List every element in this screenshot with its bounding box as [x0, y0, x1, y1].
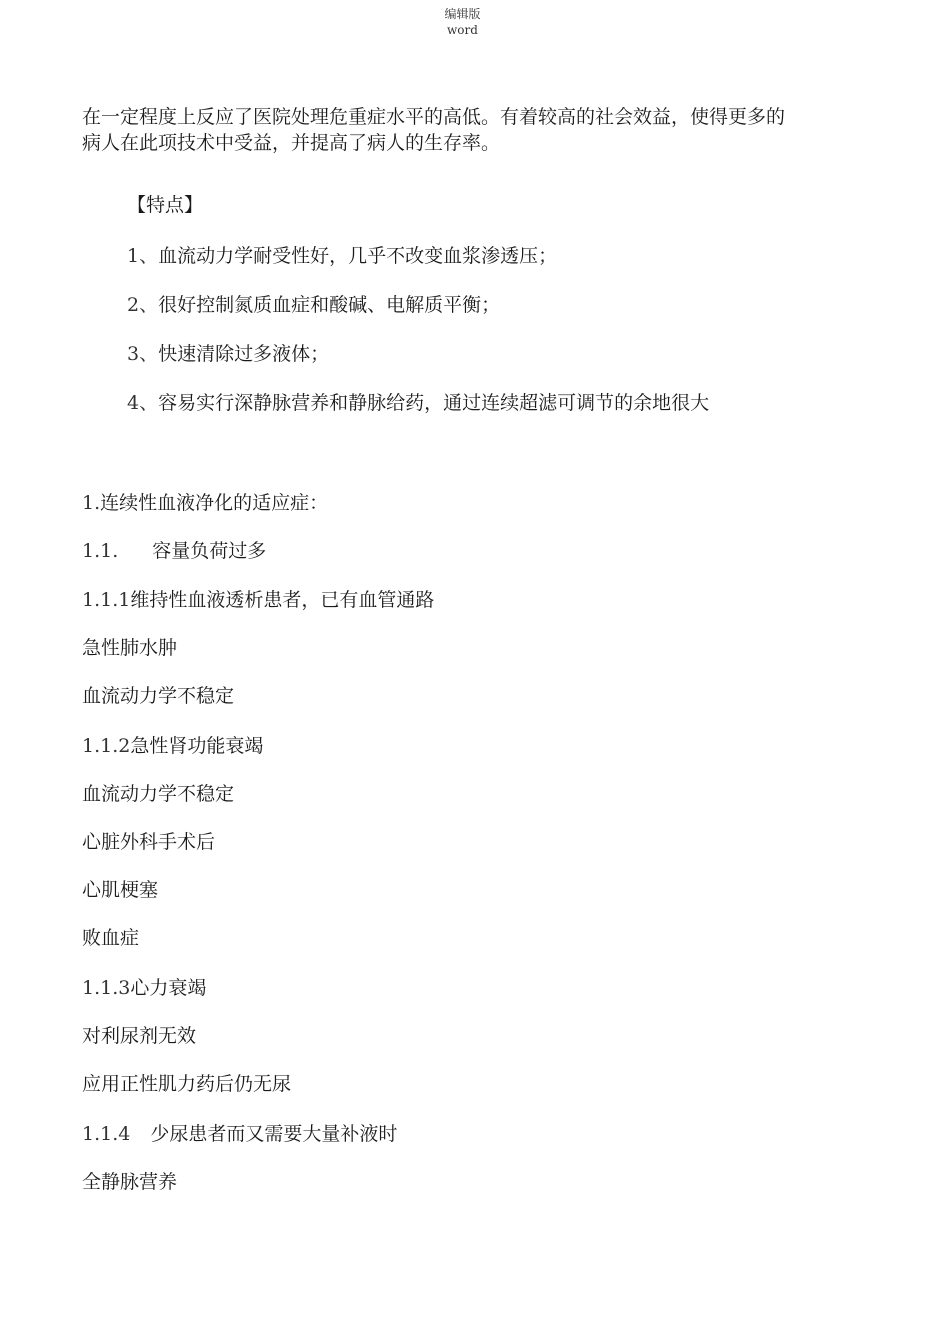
- list-line: 败血症: [82, 927, 140, 949]
- item-number: 1.1.1: [82, 589, 131, 611]
- section-heading: [82, 490, 328, 516]
- item-number: 1.1.4: [82, 1123, 131, 1145]
- list-line: 心脏外科手术后: [82, 831, 216, 853]
- feature-item-3: [127, 341, 329, 367]
- intro-line-1: 在一定程度上反应了医院处理危重症水平的高低。有着较高的社会效益，使得更多的: [82, 106, 786, 128]
- item-title: 急性肾功能衰竭: [130, 735, 264, 757]
- list-line: 对利尿剂无效: [82, 1025, 197, 1047]
- item-number: 1.1.3: [82, 977, 131, 999]
- list-line: 血流动力学不稳定: [82, 783, 235, 805]
- feature-item-4: [127, 390, 709, 416]
- feature-item-text: 快速清除过多液体；: [158, 343, 330, 365]
- item-title: 少尿患者而又需要大量补液时: [150, 1123, 398, 1145]
- feature-item-number: 1、: [127, 245, 159, 267]
- subsection-heading: [82, 538, 266, 564]
- section-title: 连续性血液净化的适应症：: [100, 492, 329, 514]
- feature-item-text: 血流动力学耐受性好，几乎不改变血浆渗透压；: [158, 245, 558, 267]
- feature-item-number: 3、: [127, 343, 159, 365]
- subsection-number: 1.1.: [82, 540, 119, 562]
- header-line-2: word: [447, 23, 478, 37]
- feature-item-text: 容易实行深静脉营养和静脉给药，通过连续超滤可调节的余地很大: [158, 392, 710, 414]
- feature-item-number: 2、: [127, 294, 159, 316]
- feature-item-2: [127, 292, 500, 318]
- feature-item-text: 很好控制氮质血症和酸碱、电解质平衡；: [158, 294, 501, 316]
- feature-item-number: 4、: [127, 392, 159, 414]
- item-title: 心力衰竭: [130, 977, 207, 999]
- feature-item-1: [127, 243, 557, 269]
- item-heading-3: [82, 975, 206, 1001]
- section-number: 1.: [82, 492, 101, 514]
- page-header: [0, 6, 925, 38]
- intro-line-2: 病人在此项技术中受益，并提高了病人的生存率。: [82, 132, 501, 154]
- header-line-1: 编辑版: [444, 7, 481, 21]
- list-line: 急性肺水肿: [82, 637, 178, 659]
- list-line: 心肌梗塞: [82, 879, 159, 901]
- list-line: 应用正性肌力药后仍无尿: [82, 1073, 292, 1095]
- features-heading: 【特点】: [127, 194, 204, 216]
- item-title: 维持性血液透析患者，已有血管通路: [130, 589, 435, 611]
- item-number: 1.1.2: [82, 735, 131, 757]
- list-line: 全静脉营养: [82, 1171, 178, 1193]
- list-line: 血流动力学不稳定: [82, 685, 235, 707]
- item-heading-4: [82, 1121, 397, 1147]
- subsection-title: 容量负荷过多: [152, 540, 267, 562]
- item-heading-2: [82, 733, 263, 759]
- item-heading-1: [82, 587, 434, 613]
